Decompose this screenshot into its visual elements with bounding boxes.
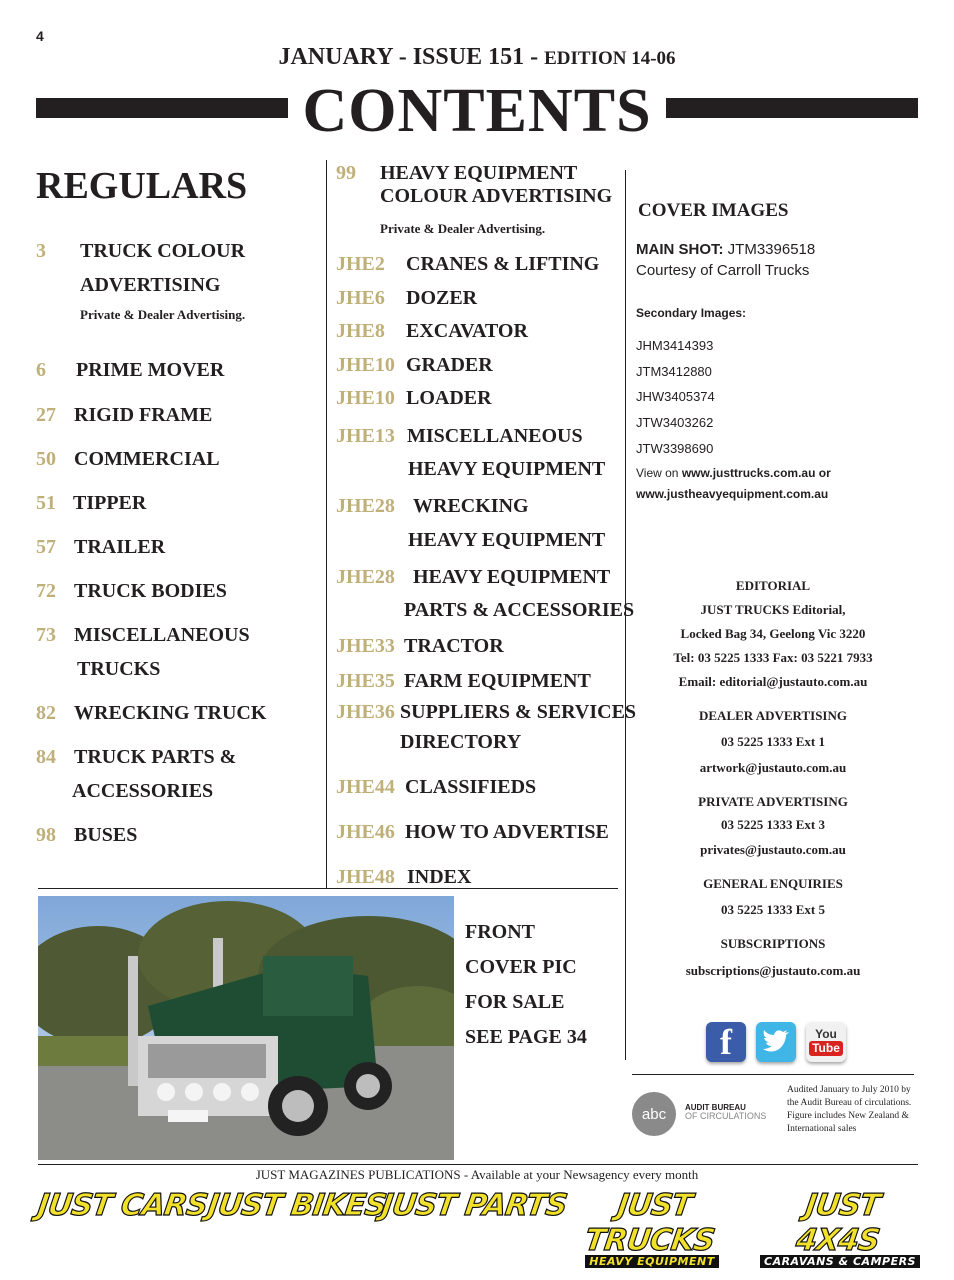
list-item bbox=[36, 818, 137, 852]
youtube-icon[interactable] bbox=[806, 1022, 846, 1062]
item-label: HOW TO ADVERTISE bbox=[405, 821, 609, 843]
main-shot-label: MAIN SHOT: bbox=[636, 241, 724, 258]
list-item bbox=[336, 770, 536, 804]
item-label: INDEX bbox=[407, 866, 472, 888]
item-label-cont: TRUCKS bbox=[77, 658, 161, 680]
list-item bbox=[336, 695, 636, 729]
item-number: 73 bbox=[36, 624, 56, 646]
item-label: TRUCK COLOUR bbox=[80, 240, 246, 262]
item-label-cont: DIRECTORY bbox=[400, 731, 522, 753]
list-item bbox=[336, 381, 492, 415]
view-on-text: View on bbox=[636, 466, 682, 480]
item-label: TRUCK BODIES bbox=[74, 580, 227, 602]
twitter-icon[interactable] bbox=[756, 1022, 796, 1062]
item-number: JHE2 bbox=[336, 253, 385, 275]
youtube-text-bottom: Tube bbox=[809, 1041, 843, 1056]
item-label-cont: COLOUR ADVERTISING bbox=[380, 185, 613, 207]
audit-divider bbox=[632, 1074, 914, 1075]
private-email[interactable]: privates@justauto.com.au bbox=[700, 842, 846, 857]
regulars-heading: REGULARS bbox=[36, 165, 248, 207]
item-number: 82 bbox=[36, 702, 56, 724]
list-item bbox=[36, 442, 220, 476]
item-number: JHE13 bbox=[336, 425, 395, 447]
cover-pic-line: FOR SALE bbox=[465, 991, 565, 1013]
editorial-heading: EDITORIAL bbox=[735, 578, 811, 593]
edition-text: EDITION 14-06 bbox=[544, 48, 676, 69]
image-code: JTM3412880 bbox=[636, 364, 712, 379]
item-number: 98 bbox=[36, 824, 56, 846]
image-code: JHM3414393 bbox=[636, 338, 714, 353]
item-subtext: Private & Dealer Advertising. bbox=[80, 307, 246, 322]
audit-bureau-label bbox=[685, 1103, 766, 1121]
item-label: HEAVY EQUIPMENT bbox=[413, 566, 611, 588]
item-label: CRANES & LIFTING bbox=[406, 253, 600, 275]
list-item bbox=[336, 314, 528, 348]
site-link[interactable]: www.justtrucks.com.au bbox=[681, 466, 816, 480]
dealer-heading: DEALER ADVERTISING bbox=[699, 708, 847, 723]
item-label: TRACTOR bbox=[404, 635, 504, 657]
facebook-icon[interactable]: f bbox=[706, 1022, 746, 1062]
item-number: 72 bbox=[36, 580, 56, 602]
just-bikes-logo[interactable]: JUST BIKES bbox=[205, 1188, 388, 1223]
item-number: JHE48 bbox=[336, 866, 395, 888]
item-label: MISCELLANEOUS bbox=[74, 624, 250, 646]
item-number: 27 bbox=[36, 404, 56, 426]
list-item bbox=[336, 247, 599, 281]
audit-line-1: AUDIT BUREAU bbox=[685, 1103, 746, 1112]
private-heading: PRIVATE ADVERTISING bbox=[698, 794, 848, 809]
item-number: JHE8 bbox=[336, 320, 385, 342]
footer-tagline: JUST MAGAZINES PUBLICATIONS - Available at your Newsagency every month bbox=[255, 1167, 699, 1182]
item-label: TRUCK PARTS & bbox=[74, 746, 237, 768]
list-item bbox=[36, 740, 236, 774]
item-label-cont: HEAVY EQUIPMENT bbox=[408, 529, 606, 551]
photo-divider bbox=[38, 888, 618, 889]
audit-note-1: Audited January to July 2010 by the Audit Bureau of circulations. bbox=[787, 1085, 912, 1108]
item-number: 99 bbox=[336, 162, 356, 184]
editorial-email[interactable]: Email: editorial@justauto.com.au bbox=[678, 674, 868, 689]
item-subtext: Private & Dealer Advertising. bbox=[380, 221, 546, 236]
private-phone: 03 5225 1333 Ext 3 bbox=[721, 817, 825, 832]
audit-line-2: OF CIRCULATIONS bbox=[685, 1111, 767, 1121]
courtesy-text: Courtesy of Carroll Trucks bbox=[636, 262, 810, 279]
footer-divider bbox=[38, 1164, 918, 1165]
main-shot-line bbox=[636, 241, 815, 258]
column-divider bbox=[326, 160, 327, 888]
list-item bbox=[36, 530, 165, 564]
list-item bbox=[36, 486, 146, 520]
item-number: 51 bbox=[36, 492, 56, 514]
page-number: 4 bbox=[36, 28, 44, 44]
item-label: WRECKING TRUCK bbox=[74, 702, 267, 724]
item-label: WRECKING bbox=[413, 495, 529, 517]
cover-pic-line: SEE PAGE 34 bbox=[465, 1026, 587, 1048]
truck-photo-image bbox=[38, 896, 454, 1160]
item-label: COMMERCIAL bbox=[74, 448, 220, 470]
item-label: CLASSIFIEDS bbox=[405, 776, 537, 798]
item-label-cont: ADVERTISING bbox=[80, 274, 221, 296]
cover-pic-line: FRONT bbox=[465, 921, 535, 943]
item-number: 50 bbox=[36, 448, 56, 470]
item-label: MISCELLANEOUS bbox=[407, 425, 583, 447]
item-number: JHE36 bbox=[336, 701, 395, 723]
item-number: 3 bbox=[36, 240, 46, 262]
cover-images-heading: COVER IMAGES bbox=[638, 200, 789, 221]
subscriptions-email[interactable]: subscriptions@justauto.com.au bbox=[685, 963, 861, 978]
abc-logo: abc bbox=[632, 1092, 676, 1136]
item-number: JHE10 bbox=[336, 387, 395, 409]
item-label: RIGID FRAME bbox=[74, 404, 213, 426]
list-item bbox=[336, 629, 504, 663]
just-trucks-logo[interactable] bbox=[562, 1188, 742, 1270]
just-4x4s-logo[interactable] bbox=[760, 1188, 920, 1270]
list-item bbox=[336, 489, 529, 523]
secondary-images-label: Secondary Images: bbox=[636, 306, 747, 320]
just-trucks-logo-text: JUST TRUCKS bbox=[582, 1188, 717, 1258]
image-code: JTW3403262 bbox=[636, 415, 714, 430]
list-item bbox=[36, 398, 212, 432]
list-item bbox=[36, 574, 227, 608]
view-on-line bbox=[636, 466, 831, 480]
list-item bbox=[36, 618, 250, 652]
audit-note-2: Figure includes New Zealand & International sales bbox=[787, 1111, 909, 1134]
subscriptions-heading: SUBSCRIPTIONS bbox=[720, 936, 826, 951]
issue-text: JANUARY - ISSUE 151 - bbox=[278, 44, 545, 70]
main-shot-code: JTM3396518 bbox=[727, 241, 816, 258]
item-number: JHE28 bbox=[336, 495, 395, 517]
list-item bbox=[336, 560, 610, 594]
list-item bbox=[336, 348, 493, 382]
item-label-cont: HEAVY EQUIPMENT bbox=[408, 458, 606, 480]
just-4x4s-logo-sub: CARAVANS & CAMPERS bbox=[760, 1255, 920, 1268]
list-item bbox=[336, 815, 609, 849]
item-label: DOZER bbox=[406, 287, 478, 309]
dealer-phone: 03 5225 1333 Ext 1 bbox=[721, 734, 825, 749]
item-label: PRIME MOVER bbox=[76, 359, 225, 381]
item-label: SUPPLIERS & SERVICES bbox=[400, 701, 637, 723]
audit-note bbox=[787, 1084, 921, 1136]
item-number: 57 bbox=[36, 536, 56, 558]
general-phone: 03 5225 1333 Ext 5 bbox=[721, 902, 825, 917]
cover-pic-caption bbox=[465, 915, 587, 1055]
item-label: EXCAVATOR bbox=[406, 320, 528, 342]
item-label: FARM EQUIPMENT bbox=[404, 670, 591, 692]
list-item bbox=[36, 353, 224, 387]
list-item bbox=[336, 664, 591, 698]
item-number: JHE35 bbox=[336, 670, 395, 692]
editorial-phone: Tel: 03 5225 1333 Fax: 03 5221 7933 bbox=[673, 650, 873, 665]
page-title: CONTENTS bbox=[302, 77, 652, 145]
image-code: JTW3398690 bbox=[636, 441, 714, 456]
just-cars-logo[interactable]: JUST CARS bbox=[35, 1188, 210, 1223]
item-label: BUSES bbox=[74, 824, 138, 846]
item-label: TRAILER bbox=[74, 536, 166, 558]
editorial-address: Locked Bag 34, Geelong Vic 3220 bbox=[680, 626, 866, 641]
or-text: or bbox=[815, 466, 831, 480]
item-label: LOADER bbox=[406, 387, 492, 409]
list-item bbox=[36, 696, 266, 730]
image-code: JHW3405374 bbox=[636, 389, 715, 404]
item-number: JHE6 bbox=[336, 287, 385, 309]
item-label: TIPPER bbox=[73, 492, 147, 514]
item-number: JHE46 bbox=[336, 821, 395, 843]
item-label-cont: PARTS & ACCESSORIES bbox=[404, 599, 635, 621]
item-label-cont: ACCESSORIES bbox=[72, 780, 214, 802]
twitter-bird-icon bbox=[761, 1029, 791, 1055]
list-item bbox=[336, 281, 477, 315]
list-item bbox=[36, 234, 245, 268]
dealer-email[interactable]: artwork@justauto.com.au bbox=[699, 760, 847, 775]
item-label: GRADER bbox=[406, 354, 493, 376]
cover-pic-line: COVER PIC bbox=[465, 956, 577, 978]
general-heading: GENERAL ENQUIRIES bbox=[703, 876, 843, 891]
item-number: JHE10 bbox=[336, 354, 395, 376]
just-4x4s-logo-text: JUST 4X4S bbox=[793, 1188, 882, 1258]
item-label: HEAVY EQUIPMENT bbox=[380, 162, 578, 184]
just-trucks-logo-sub: HEAVY EQUIPMENT bbox=[585, 1255, 718, 1268]
list-item bbox=[336, 419, 583, 453]
item-number: JHE44 bbox=[336, 776, 395, 798]
item-number: JHE33 bbox=[336, 635, 395, 657]
editorial-name: JUST TRUCKS Editorial, bbox=[700, 602, 846, 617]
youtube-text-top: You bbox=[815, 1027, 837, 1041]
item-number: 84 bbox=[36, 746, 56, 768]
item-number: JHE28 bbox=[336, 566, 395, 588]
cover-photo bbox=[38, 896, 454, 1160]
list-item bbox=[336, 162, 577, 185]
item-number: 6 bbox=[36, 359, 46, 381]
issue-line bbox=[0, 44, 954, 71]
just-parts-logo[interactable]: JUST PARTS bbox=[379, 1188, 569, 1223]
site-link[interactable]: www.justheavyequipment.com.au bbox=[636, 487, 829, 501]
